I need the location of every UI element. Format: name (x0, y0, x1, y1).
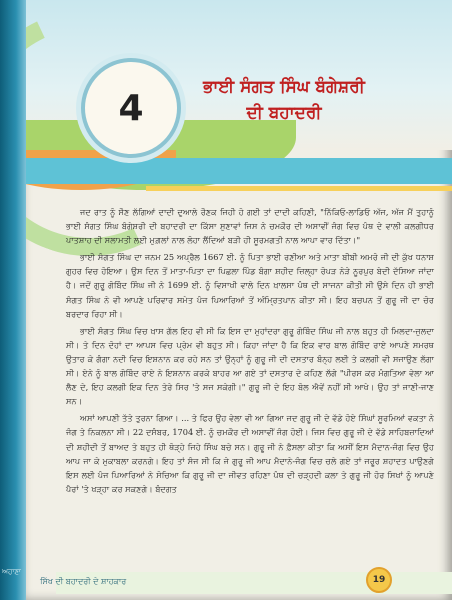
chapter-title-line-2: ਦੀ ਬਹਾਦਰੀ (246, 103, 322, 123)
header-band (26, 158, 452, 184)
chapter-number: 4 (118, 87, 144, 129)
paragraph: ਭਾਈ ਸੰਗਤ ਸਿੰਘ ਦਾ ਜਨਮ 25 ਅਪ੍ਰੈਲ 1667 ਈ. ਨੂੰ ਪਿਤਾ ਭਾਈ ਰਣੀਆ ਅਤੇ ਮਾਤਾ ਬੀਬੀ ਅਮਰੋ ਜੀ ਦੀ ਕੁੱਖ ਧਨਾਸ਼ ਗੁਹਰ ਵਿਚ ਹੋਇਆ। ਉਸ ਦਿਨ ਤੋਂ ਮਾਤਾ-ਪਿਤਾ ਦਾ ਪਿਛਲਾ ਪਿੰਡ ਬੰਗਾ ਸ਼ਹੀਦ ਜ਼ਿਲ੍ਹਾ ਰੋਪੜ ਨੇੜੇ ਨੂਰਪੁਰ ਬੇਦੀ ਦੱਸਿਆ ਜਾਂਦਾ ਹੈ। ਜਦੋਂ ਗੁਰੂ ਗੋਬਿੰਦ ਸਿੰਘ ਜੀ ਨੇ 1699 ਈ. ਨੂੰ ਵਿਸਾਖੀ ਵਾਲੇ ਦਿਨ ਖ਼ਾਲਸਾ ਪੰਥ ਦੀ ਸਾਜਨਾ ਕੀਤੀ ਸੀ ਉਸੇ ਦਿਨ ਹੀ ਭਾਈ ਸੰਗਤ ਸਿੰਘ ਨੇ ਵੀ ਆਪਣੇ ਪਰਿਵਾਰ ਸਮੇਤ ਪੰਜ ਪਿਆਰਿਆਂ ਤੋਂ ਅੰਮ੍ਰਿਤਪਾਨ ਕੀਤਾ ਸੀ। ਇਹ ਬਚਪਨ ਤੋਂ ਗੁਰੂ ਜੀ ਦਾ ਚੋਰ ਬਰਦਾਰ ਰਿਹਾ ਸੀ। (66, 252, 434, 319)
chapter-title (174, 74, 394, 126)
edge-text: ਅਹਾਣਾ (2, 568, 21, 576)
page-number: 19 (366, 567, 392, 593)
chapter-body (66, 205, 434, 499)
chapter-number-badge (81, 58, 181, 158)
header-band-line (146, 186, 452, 191)
book-page (26, 0, 452, 600)
chapter-title-line-1: ਭਾਈ ਸੰਗਤ ਸਿੰਘ ਬੰਗੇਸ਼ਰੀ (203, 77, 365, 97)
paragraph: ਜਦ ਰਾਤ ਨੂੰ ਸੌਣ ਲੱਗਿਆਂ ਦਾਦੀ ਦੁਆਲੇ ਰੌਣਕ ਜਿਹੀ ਹੋ ਗਈ ਤਾਂ ਦਾਦੀ ਕਹਿਣੀ, "ਨਿੱਕਿਓ-ਲਾਡਿਓ ਅੱਜ, ਅੱਜ ਮੈਂ ਤੁਹਾਨੂੰ ਭਾਈ ਸੰਗਤ ਸਿੰਘ ਬੰਗੇਸ਼ਰੀ ਦੀ ਬਹਾਦਰੀ ਦਾ ਕਿੱਸਾ ਸੁਣਾਵਾਂ ਜਿਸ ਨੇ ਚਮਕੌਰ ਦੀ ਅਸਾਵੀਂ ਜੰਗ ਵਿਚ ਪੰਥ ਦੇ ਵਾਲੀ ਕਲਗੀਧਰ ਪਾਤਸ਼ਾਹ ਦੀ ਸਲਾਮਤੀ ਲਈ ਮੁਗ਼ਲਾਂ ਨਾਲ ਲੋਹਾ ਲੈਂਦਿਆਂ ਬੜੀ ਹੀ ਸੂਰਮਗਤੀ ਨਾਲ ਆਪਾ ਵਾਰ ਦਿੱਤਾ।" (66, 207, 434, 246)
paragraph: ਭਾਈ ਸੰਗਤ ਸਿੰਘ ਵਿਚ ਖ਼ਾਸ ਗੱਲ ਇਹ ਵੀ ਸੀ ਕਿ ਇਸ ਦਾ ਮੁਹਾਂਦਰਾ ਗੁਰੂ ਗੋਬਿੰਦ ਸਿੰਘ ਜੀ ਨਾਲ ਬਹੁਤ ਹੀ ਮਿਲਦਾ-ਜੁਲਦਾ ਸੀ। ਤੇ ਦਿਨ ਦੋਹਾਂ ਦਾ ਆਪਸ ਵਿਚ ਪ੍ਰੇਮ ਵੀ ਬਹੁਤ ਸੀ। ਕਿਹਾ ਜਾਂਦਾ ਹੈ ਕਿ ਇਕ ਵਾਰ ਬਾਲ ਗੋਬਿੰਦ ਰਾਏ ਆਪਣੇ ਸਮਰਥ ਉਤਾਰ ਕੇ ਗੰਗਾ ਨਦੀ ਵਿਚ ਇਸ਼ਨਾਨ ਕਰ ਰਹੇ ਸਨ ਤਾਂ ਉਨ੍ਹਾਂ ਨੂੰ ਗੁਰੂ ਜੀ ਦੀ ਦਸਤਾਰ ਬੰਨ੍ਹ ਲਈ ਤੇ ਕਲਗੀ ਵੀ ਸਜਾਉਣ ਲੱਗਾ ਸੀ। ਏਨੇ ਨੂੰ ਬਾਲ ਗੋਬਿੰਦ ਰਾਏ ਨੇ ਇਸ਼ਨਾਨ ਕਰਕੇ ਬਾਹਰ ਆ ਗਏ ਤਾਂ ਦਸਤਾਰ ਦੇ ਕਹਿਣ ਲੱਗੇ "ਪੀਰਸ ਕਰ ਮੰਗਤਿਆ ਵੇਲਾ ਆ ਲੈਣ ਦੇ, ਇਹ ਕਲਗੀ ਇਕ ਦਿਨ ਤੇਰੇ ਸਿਰ 'ਤੇ ਸਜ ਸਕੇਗੀ।" ਗੁਰੂ ਜੀ ਦੇ ਇਹ ਬੋਲ ਐਵੇਂ ਨਹੀਂ ਸੀ ਆਖੇ। ਉਹ ਤਾਂ ਜਾਣੀ-ਜਾਣ ਸਨ। (66, 325, 434, 407)
footer-book-title: ਸਿੱਖ ਦੀ ਬਹਾਦਰੀ ਦੇ ਸ਼ਾਹਕਾਰ (40, 577, 127, 586)
paragraph: ਅਸਾਂ ਆਪਣੀ ਤੱਤੇ ਤੁਰਨਾ ਗਿਆ। ... ਤੇ ਫਿਰ ਉਹ ਵੇਲਾ ਵੀ ਆ ਗਿਆ ਜਦ ਗੁਰੂ ਜੀ ਦੇ ਵੱਡੇ ਹੋਏ ਸਿੰਘਾਂ ਸੂਰਮਿਆਂ ਵਕਤਾ ਨੇ ਜੰਗ ਤੇ ਨਿਕਲਨਾ ਸੀ। 22 ਦਸੰਬਰ, 1704 ਈ. ਨੂੰ ਚਮਕੌਰ ਦੀ ਅਸਾਵੀਂ ਜੰਗ ਹੋਈ। ਜਿਸ ਵਿਚ ਗੁਰੂ ਜੀ ਦੇ ਵੱਡੇ ਸਾਹਿਬਜ਼ਾਦਿਆਂ ਦੀ ਸ਼ਹੀਦੀ ਤੋਂ ਬਾਅਦ ਤੇ ਬਹੁਤ ਹੀ ਥੋੜ੍ਹੇ ਜਿਹੇ ਸਿੰਘ ਬਚੇ ਸਨ। ਗੁਰੂ ਜੀ ਨੇ ਫ਼ੈਸਲਾ ਕੀਤਾ ਕਿ ਅਸੀਂ ਇਸ ਮੈਦਾਨ-ਜੰਗ ਵਿਚ ਉਹ ਆਪ ਜਾ ਕੇ ਮੁਕਾਬਲਾ ਕਰਨਗੇ। ਇਹ ਤਾਂ ਸੰਜ ਸੀ ਕਿ ਜੇ ਗੁਰੂ ਜੀ ਆਪ ਮੈਦਾਨੇ-ਜੰਗ ਵਿਚ ਚਲੇ ਗਏ ਤਾਂ ਜਰੂਰ ਸ਼ਹਾਦਤ ਪਾਉਣਗੇ ਇਸ ਲਈ ਪੰਜ ਪਿਆਰਿਆਂ ਨੇ ਸੋਚਿਆ ਕਿ ਗੁਰੂ ਜੀ ਦਾ ਜੀਵਤ ਰਹਿਣਾ ਪੰਥ ਦੀ ਚੜ੍ਹਦੀ ਕਲਾ ਤੇ ਗੁਰੂ ਜੀ ਹੋਰ ਸਿਖਾਂ ਨੂੰ ਆਪਣੇ ਪੈਰਾਂ 'ਤੇ ਖੜ੍ਹਾ ਕਰ ਸਕਣਗੇ। ਬੰਦਗਤ (66, 413, 434, 494)
